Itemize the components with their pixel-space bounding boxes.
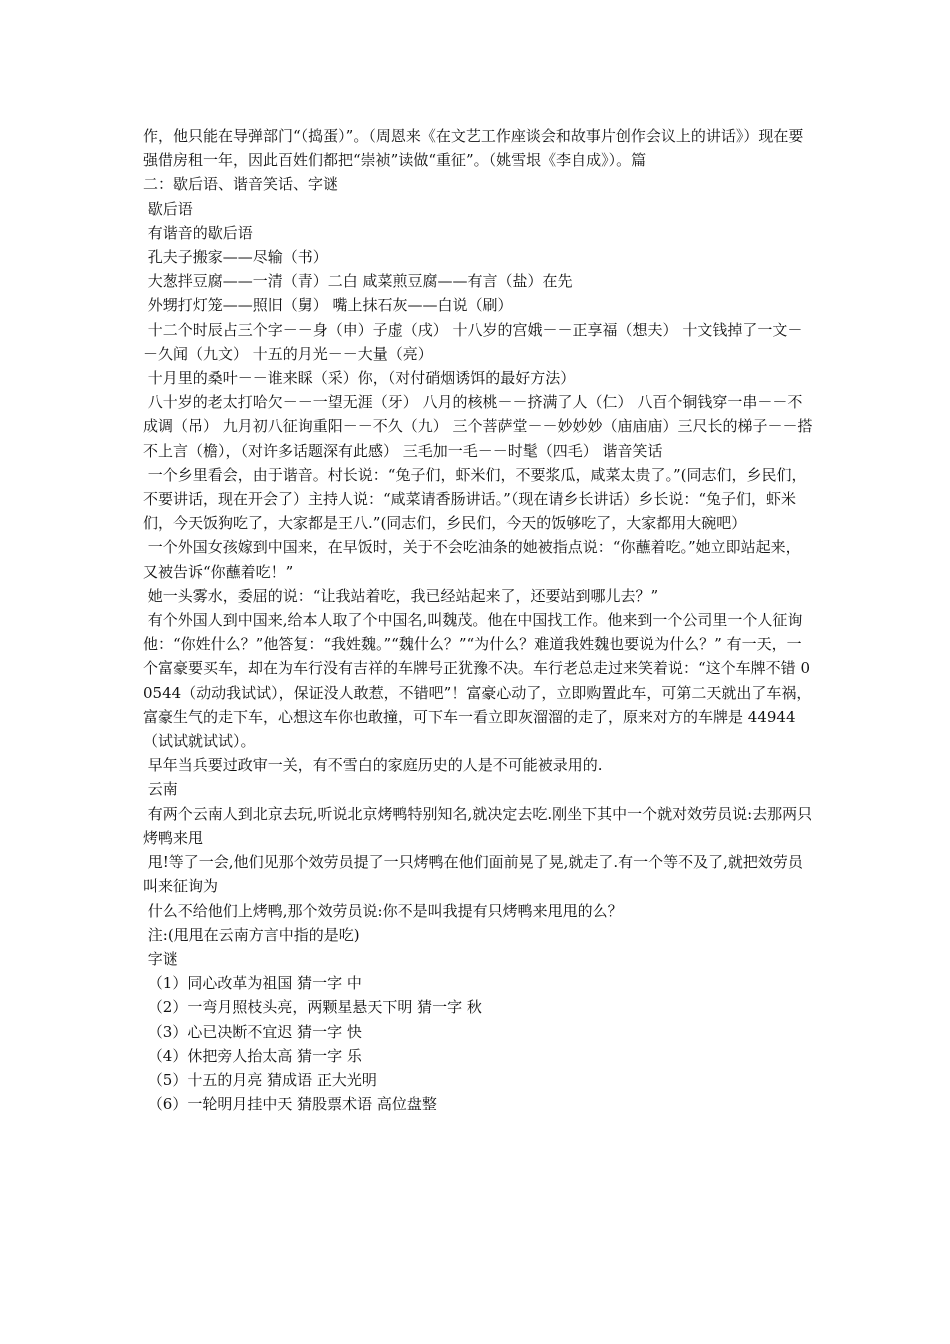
xiehouyu-line: 孔夫子搬家——尽输（书） xyxy=(143,248,328,267)
joke-paragraph: 有两个云南人到北京去玩,听说北京烤鸭特别知名,就决定去吃.刚坐下其中一个就对效劳员说:去那两只烤鸭来甩 xyxy=(143,804,813,847)
subheading-riddles: 字谜 xyxy=(143,949,178,968)
riddle-item: （1）同心改革为祖国 猜一字 中 xyxy=(143,974,362,993)
subheading-yunnan: 云南 xyxy=(143,780,178,799)
joke-paragraph: 什么不给他们上烤鸭,那个效劳员说:你不是叫我提有只烤鸭来甩甩的么？ xyxy=(143,901,623,920)
xiehouyu-line: 十二个时辰占三个字－－身（申）子虚（戌） 十八岁的宫娥－－正享福（想夫） 十文钱掉了一文－－久闻（九文） 十五的月光－－大量（亮） xyxy=(143,320,803,363)
subheading-xiehouyu: 歇后语 xyxy=(143,199,193,218)
riddle-item: （2）一弯月照枝头亮，两颗星悬天下明 猜一字 秋 xyxy=(143,998,482,1017)
document-body xyxy=(143,124,815,1116)
joke-paragraph: 一个乡里看会，由于谐音。村长说：“兔子们，虾米们，不要浆瓜，咸菜太贵了。”(同志们，乡民们，不要讲话，现在开会了）主持人说：“咸菜请香肠讲话。”（现在请乡长讲话）乡长说：“兔子们，虾米们，今天饭狗吃了，大家都是王八.”(同志们，乡民们，今天的饭够吃了，大家都用大碗吧） xyxy=(143,465,807,533)
joke-paragraph: 甩!等了一会,他们见那个效劳员提了一只烤鸭在他们面前晃了晃,就走了.有一个等不及了,就把效劳员叫来征询为 xyxy=(143,853,803,896)
xiehouyu-line: 八十岁的老太打哈欠－－一望无涯（牙） 八月的核桃－－挤满了人（仁） 八百个铜钱穿一串－－不成调（吊） 九月初八征询重阳－－不久（九） 三个菩萨堂－－妙妙妙（庙庙庙）三尺长的梯子－－搭不上言（檐），（对许多话题深有此感） 三毛加一毛－－时髦（四毛） 谐音笑话 xyxy=(143,393,813,460)
xiehouyu-line: 大葱拌豆腐——一清（青）二白 咸菜煎豆腐——有言（盐）在先 xyxy=(143,272,573,291)
xiehouyu-line: 外甥打灯笼——照旧（舅） 嘴上抹石灰——白说（刷） xyxy=(143,296,513,315)
joke-paragraph: 早年当兵要过政审一关，有不雪白的家庭历史的人是不可能被录用的. xyxy=(143,756,603,775)
riddle-item: （5）十五的月亮 猜成语 正大光明 xyxy=(143,1070,377,1089)
joke-paragraph: 她一头雾水，委屈的说：“让我站着吃，我已经站起来了，还要站到哪儿去？” xyxy=(143,586,659,605)
paragraph-intro-quote: 作，他只能在导弹部门“（捣蛋）”。（周恩来《在文艺工作座谈会和故事片创作会议上的讲话》）现在要强借房租一年，因此百姓们都把“崇祯”读做“重征”。（姚雪垠《李自成》）。篇 xyxy=(143,127,804,170)
riddle-item: （4）休把旁人抬太高 猜一字 乐 xyxy=(143,1046,362,1065)
note-line: 注:(甩甩在云南方言中指的是吃) xyxy=(143,925,360,944)
section-heading-2: 二：歇后语、谐音笑话、字谜 xyxy=(143,175,339,194)
joke-paragraph: 一个外国女孩嫁到中国来，在早饭时，关于不会吃油条的她被指点说：“你蘸着吃。”她立即站起来，又被告诉“你蘸着吃！” xyxy=(143,538,801,581)
subheading-homophone-xiehouyu: 有谐音的歇后语 xyxy=(143,223,253,242)
riddle-item: （6）一轮明月挂中天 猜股票术语 高位盘整 xyxy=(143,1095,437,1114)
xiehouyu-line: 十月里的桑叶－－谁来睬（采）你，（对付硝烟诱饵的最好方法） xyxy=(143,369,576,388)
joke-paragraph: 有个外国人到中国来,给本人取了个中国名,叫魏茂。他在中国找工作。他来到一个公司里一个人征询他：“你姓什么？”他答复：“我姓魏。”“魏什么？”“为什么？难道我姓魏也要说为什么？” 有一天，一个富豪要买车，却在为车行没有吉祥的车牌号正犹豫不决。车行老总走过来笑着说：“这个车牌不错 00544（动动我试试），保证没人敢惹，不错吧”！富豪心动了，立即购置此车，可第二天就出了车祸，富豪生气的走下车，心想这车你也敢撞，可下车一看立即灰溜溜的走了，原来对方的车牌是 44944（试试就试试）。 xyxy=(143,611,812,751)
riddle-item: （3）心已决断不宜迟 猜一字 快 xyxy=(143,1022,362,1041)
